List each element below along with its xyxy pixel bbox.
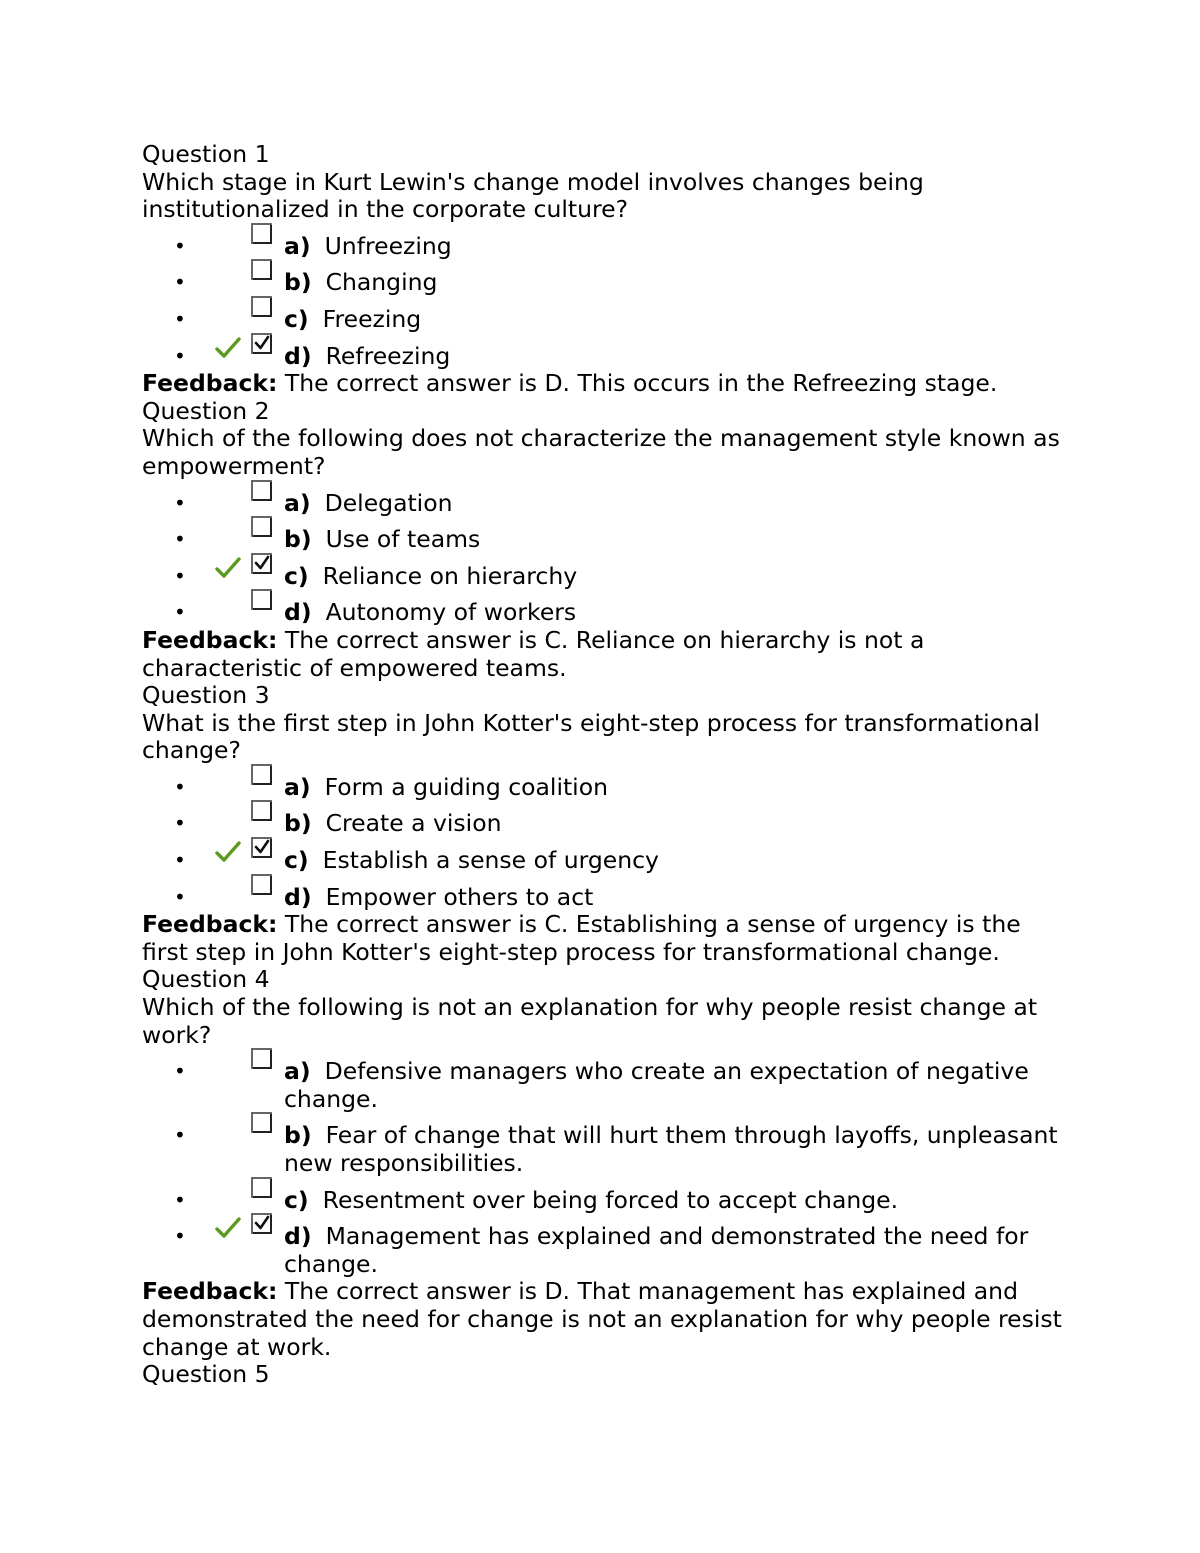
feedback-label: Feedback: (142, 625, 278, 654)
question-block (142, 141, 1062, 398)
feedback-label: Feedback: (142, 910, 278, 939)
option-content (213, 774, 1062, 802)
answer-option[interactable] (142, 269, 1062, 297)
feedback-text: The correct answer is C. Reliance on hierarchy is not a characteristic of empowered teams. (142, 625, 925, 682)
checkbox-icon[interactable] (250, 258, 274, 282)
option-letter: b) (284, 268, 312, 297)
option-label: Changing (325, 268, 438, 297)
checkbox-icon[interactable] (250, 763, 274, 787)
option-letter: a) (284, 1057, 311, 1086)
question-block (142, 682, 1062, 966)
question-text: What is the first step in John Kotter's eight-step process for transformational change? (142, 708, 1040, 765)
option-content (213, 563, 1062, 591)
option-content (213, 269, 1062, 297)
option-label: Freezing (322, 304, 422, 333)
question-number: Question 5 (142, 1360, 270, 1389)
question-block (142, 966, 1062, 1361)
bullet: • (174, 600, 186, 625)
option-content (213, 490, 1062, 518)
question-number: Question 4 (142, 965, 270, 994)
option-content (213, 1122, 1062, 1177)
option-letter: c) (284, 1185, 309, 1214)
option-letter: a) (284, 231, 311, 260)
answer-option[interactable] (142, 884, 1062, 912)
bullet: • (174, 233, 186, 258)
answer-options (142, 233, 1062, 370)
option-label: Reliance on hierarchy (322, 561, 578, 590)
checkbox-icon[interactable] (250, 295, 274, 319)
checkbox-icon[interactable] (250, 588, 274, 612)
bullet: • (174, 563, 186, 588)
answer-option[interactable] (142, 810, 1062, 838)
bullet: • (174, 527, 186, 552)
bullet: • (174, 1224, 186, 1249)
checkbox-icon[interactable] (250, 1047, 274, 1071)
option-letter: a) (284, 772, 311, 801)
bullet: • (174, 774, 186, 799)
checked-checkbox-icon[interactable] (250, 836, 274, 860)
checkbox-icon[interactable] (250, 479, 274, 503)
answer-option[interactable] (142, 1122, 1062, 1177)
question-text: Which of the following does not characterize the management style known as empowerment? (142, 424, 1060, 480)
option-label: Use of teams (325, 525, 481, 554)
option-letter: d) (284, 598, 312, 627)
correct-check-icon (215, 1217, 241, 1239)
question-block (142, 1361, 1062, 1389)
checkbox-icon[interactable] (250, 1176, 274, 1200)
bullet: • (174, 884, 186, 909)
checkbox-icon[interactable] (250, 1111, 274, 1135)
option-letter: b) (284, 525, 312, 554)
option-label: Management has explained and demonstrated the need for change. (284, 1222, 1029, 1278)
option-content (213, 1187, 1062, 1215)
option-label: Establish a sense of urgency (322, 846, 659, 875)
option-label: Create a vision (325, 809, 502, 838)
answer-options (142, 1058, 1062, 1278)
answer-option[interactable] (142, 490, 1062, 518)
option-label: Form a guiding coalition (324, 772, 608, 801)
answer-option[interactable] (142, 343, 1062, 371)
option-label: Resentment over being forced to accept change. (322, 1185, 899, 1214)
option-label: Defensive managers who create an expectation of negative change. (284, 1057, 1029, 1113)
feedback-text: The correct answer is C. Establishing a sense of urgency is the first step in John Kotter's eight-step process for transformational change. (142, 910, 1021, 966)
option-letter: c) (284, 304, 309, 333)
option-content (213, 306, 1062, 334)
option-letter: d) (284, 1222, 312, 1251)
answer-option[interactable] (142, 1187, 1062, 1215)
feedback (142, 911, 1062, 966)
bullet: • (174, 343, 186, 368)
checkbox-icon[interactable] (250, 515, 274, 539)
answer-options (142, 490, 1062, 627)
option-content (213, 526, 1062, 554)
option-label: Fear of change that will hurt them through layoffs, unpleasant new responsibilities. (284, 1121, 1058, 1177)
answer-option[interactable] (142, 847, 1062, 875)
option-letter: b) (284, 809, 312, 838)
answer-option[interactable] (142, 774, 1062, 802)
feedback (142, 627, 1062, 682)
question-text: Which stage in Kurt Lewin's change model involves changes being institutionalized in the corporate culture? (142, 167, 924, 224)
answer-option[interactable] (142, 599, 1062, 627)
answer-option[interactable] (142, 306, 1062, 334)
option-label: Autonomy of workers (325, 598, 577, 627)
option-content (213, 233, 1062, 261)
answer-option[interactable] (142, 1058, 1062, 1113)
answer-option[interactable] (142, 526, 1062, 554)
bullet: • (174, 811, 186, 836)
checked-checkbox-icon[interactable] (250, 552, 274, 576)
answer-option[interactable] (142, 563, 1062, 591)
option-letter: d) (284, 341, 312, 370)
bullet: • (174, 270, 186, 295)
option-content (213, 810, 1062, 838)
option-letter: c) (284, 846, 309, 875)
checkbox-icon[interactable] (250, 222, 274, 246)
option-content (213, 884, 1062, 912)
option-label: Delegation (324, 488, 453, 517)
correct-check-icon (215, 557, 241, 579)
option-content (213, 1223, 1062, 1278)
bullet: • (174, 490, 186, 515)
feedback (142, 370, 1062, 398)
option-label: Empower others to act (325, 882, 594, 911)
feedback-label: Feedback: (142, 369, 278, 398)
question-block (142, 398, 1062, 682)
bullet: • (174, 848, 186, 873)
option-letter: b) (284, 1121, 312, 1150)
question-number: Question 3 (142, 681, 270, 710)
option-content (213, 599, 1062, 627)
bullet: • (174, 1187, 186, 1212)
checked-checkbox-icon[interactable] (250, 1212, 274, 1236)
option-content (213, 343, 1062, 371)
correct-check-icon (215, 841, 241, 863)
bullet: • (174, 1123, 186, 1148)
answer-option[interactable] (142, 233, 1062, 261)
correct-check-icon (215, 337, 241, 359)
bullet: • (174, 1059, 186, 1084)
option-content (213, 847, 1062, 875)
option-content (213, 1058, 1062, 1113)
feedback-text: The correct answer is D. This occurs in the Refreezing stage. (284, 369, 998, 398)
option-label: Refreezing (325, 341, 451, 370)
feedback-text: The correct answer is D. That management has explained and demonstrated the need for change is not an explanation for why people resist change at work. (142, 1277, 1062, 1361)
question-text: Which of the following is not an explanation for why people resist change at work? (142, 993, 1038, 1049)
option-label: Unfreezing (324, 231, 452, 260)
document-page (142, 141, 1062, 1389)
option-letter: d) (284, 882, 312, 911)
checkbox-icon[interactable] (250, 799, 274, 823)
bullet: • (174, 306, 186, 331)
option-letter: a) (284, 488, 311, 517)
question-number: Question 1 (142, 140, 270, 168)
question-number: Question 2 (142, 396, 270, 425)
answer-option[interactable] (142, 1223, 1062, 1278)
answer-options (142, 774, 1062, 911)
checkbox-icon[interactable] (250, 873, 274, 897)
feedback-label: Feedback: (142, 1277, 278, 1306)
feedback (142, 1278, 1062, 1361)
checked-checkbox-icon[interactable] (250, 332, 274, 356)
option-letter: c) (284, 561, 309, 590)
